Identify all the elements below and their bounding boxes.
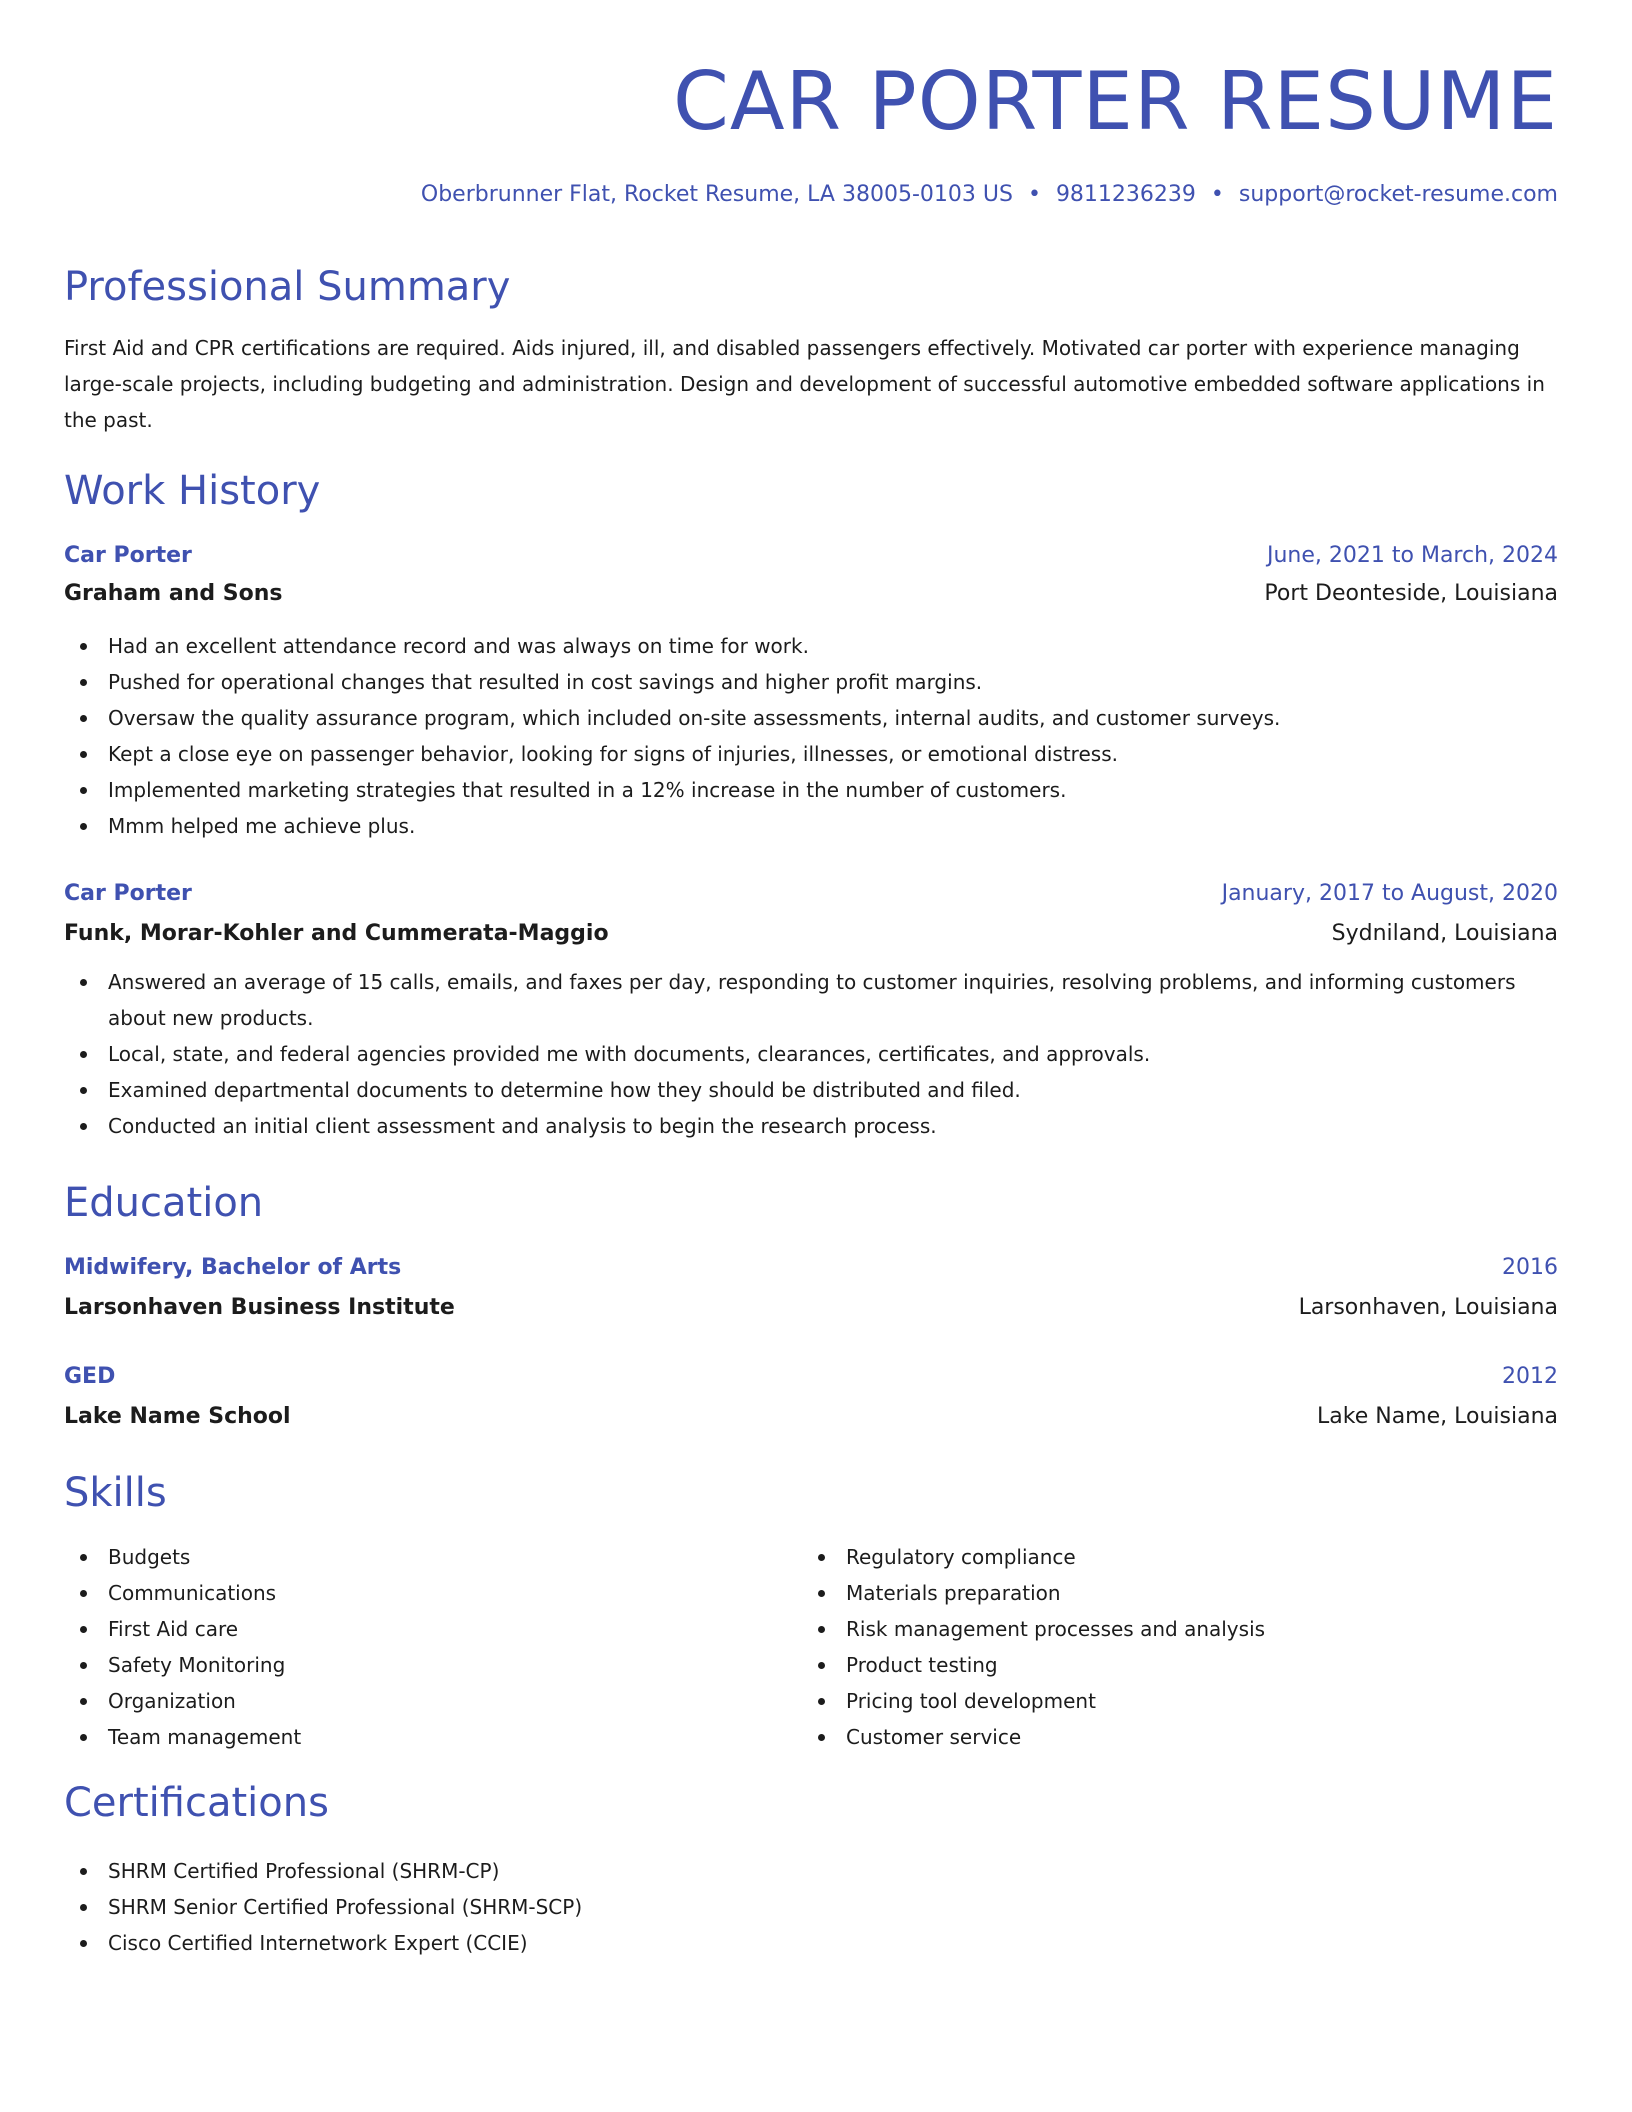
job-role: Car Porter (64, 881, 192, 906)
job-company-row (64, 916, 1558, 956)
skill-item: Customer service (802, 1719, 1542, 1755)
resume-title: CAR PORTER RESUME (672, 55, 1558, 148)
skill-item: Product testing (802, 1647, 1542, 1683)
job-bullets (64, 628, 1558, 844)
job-company-row (64, 576, 1558, 616)
education-school-row (64, 1399, 1558, 1439)
job-company: Graham and Sons (64, 581, 283, 606)
skill-item: Organization (64, 1683, 804, 1719)
job-entry (64, 876, 1558, 1144)
list-item: Had an excellent attendance record and was always on time for work. (64, 628, 1558, 664)
skill-item: Budgets (64, 1539, 804, 1575)
section-heading-summary: Professional Summary (64, 264, 511, 310)
job-entry (64, 538, 1558, 844)
list-item: Implemented marketing strategies that resulted in a 12% increase in the number of customers. (64, 772, 1558, 808)
skill-item: Risk management processes and analysis (802, 1611, 1542, 1647)
section-heading-skills: Skills (64, 1470, 167, 1516)
skills-column-left (64, 1539, 804, 1755)
list-item: Local, state, and federal agencies provided me with documents, clearances, certificates, and approvals. (64, 1036, 1558, 1072)
certification-item: SHRM Senior Certified Professional (SHRM-SCP) (64, 1889, 1558, 1925)
education-year: 2016 (1502, 1255, 1558, 1280)
job-bullets (64, 964, 1558, 1144)
skills-column-right (802, 1539, 1542, 1755)
skill-item: Pricing tool development (802, 1683, 1542, 1719)
skill-item: Team management (64, 1719, 804, 1755)
job-location: Sydniland, Louisiana (1331, 921, 1558, 946)
skill-item: Regulatory compliance (802, 1539, 1542, 1575)
section-heading-work: Work History (64, 468, 321, 514)
list-item: Examined departmental documents to determine how they should be distributed and filed. (64, 1072, 1558, 1108)
section-heading-certifications: Certifications (64, 1780, 329, 1826)
education-location: Lake Name, Louisiana (1317, 1404, 1558, 1429)
list-item: Kept a close eye on passenger behavior, looking for signs of injuries, illnesses, or emotional distress. (64, 736, 1558, 772)
summary-text: First Aid and CPR certifications are required. Aids injured, ill, and disabled passengers effectively. Motivated car porter with experience managing large-scale projects, including budgeting and administration. Design and development of successful automotive embedded software applications in the past. (64, 336, 1545, 432)
job-header-row (64, 538, 1558, 578)
certification-item: SHRM Certified Professional (SHRM-CP) (64, 1853, 1558, 1889)
list-item: Pushed for operational changes that resulted in cost savings and higher profit margins. (64, 664, 1558, 700)
list-item: Mmm helped me achieve plus. (64, 808, 1558, 844)
job-dates: June, 2021 to March, 2024 (1267, 543, 1558, 568)
education-school-row (64, 1290, 1558, 1330)
job-company: Funk, Morar-Kohler and Cummerata-Maggio (64, 921, 609, 946)
education-school: Larsonhaven Business Institute (64, 1295, 455, 1320)
education-header-row (64, 1359, 1558, 1399)
contact-phone: 9811236239 (1055, 182, 1196, 207)
skill-item: Materials preparation (802, 1575, 1542, 1611)
job-role: Car Porter (64, 543, 192, 568)
education-degree: Midwifery, Bachelor of Arts (64, 1255, 402, 1280)
section-heading-education: Education (64, 1180, 264, 1226)
list-item: Oversaw the quality assurance program, which included on-site assessments, internal audits, and customer surveys. (64, 700, 1558, 736)
job-header-row (64, 876, 1558, 916)
contact-address: Oberbrunner Flat, Rocket Resume, LA 38005-0103 US (420, 182, 1013, 207)
education-location: Larsonhaven, Louisiana (1298, 1295, 1558, 1320)
contact-email[interactable]: support@rocket-resume.com (1238, 182, 1558, 207)
certifications-list (64, 1853, 1558, 1961)
contact-separator: • (1210, 182, 1224, 207)
skill-item: Communications (64, 1575, 804, 1611)
skill-item: First Aid care (64, 1611, 804, 1647)
certification-item: Cisco Certified Internetwork Expert (CCIE) (64, 1925, 1558, 1961)
skill-item: Safety Monitoring (64, 1647, 804, 1683)
education-entry (64, 1359, 1558, 1439)
education-school: Lake Name School (64, 1404, 291, 1429)
education-year: 2012 (1502, 1364, 1558, 1389)
job-location: Port Deonteside, Louisiana (1264, 581, 1558, 606)
education-degree: GED (64, 1364, 116, 1389)
education-entry (64, 1250, 1558, 1330)
job-dates: January, 2017 to August, 2020 (1221, 881, 1558, 906)
education-header-row (64, 1250, 1558, 1290)
contact-line (421, 180, 1558, 210)
contact-separator: • (1027, 182, 1041, 207)
list-item: Conducted an initial client assessment and analysis to begin the research process. (64, 1108, 1558, 1144)
list-item: Answered an average of 15 calls, emails, and faxes per day, responding to customer inquiries, resolving problems, and informing customers about new products. (64, 964, 1558, 1036)
